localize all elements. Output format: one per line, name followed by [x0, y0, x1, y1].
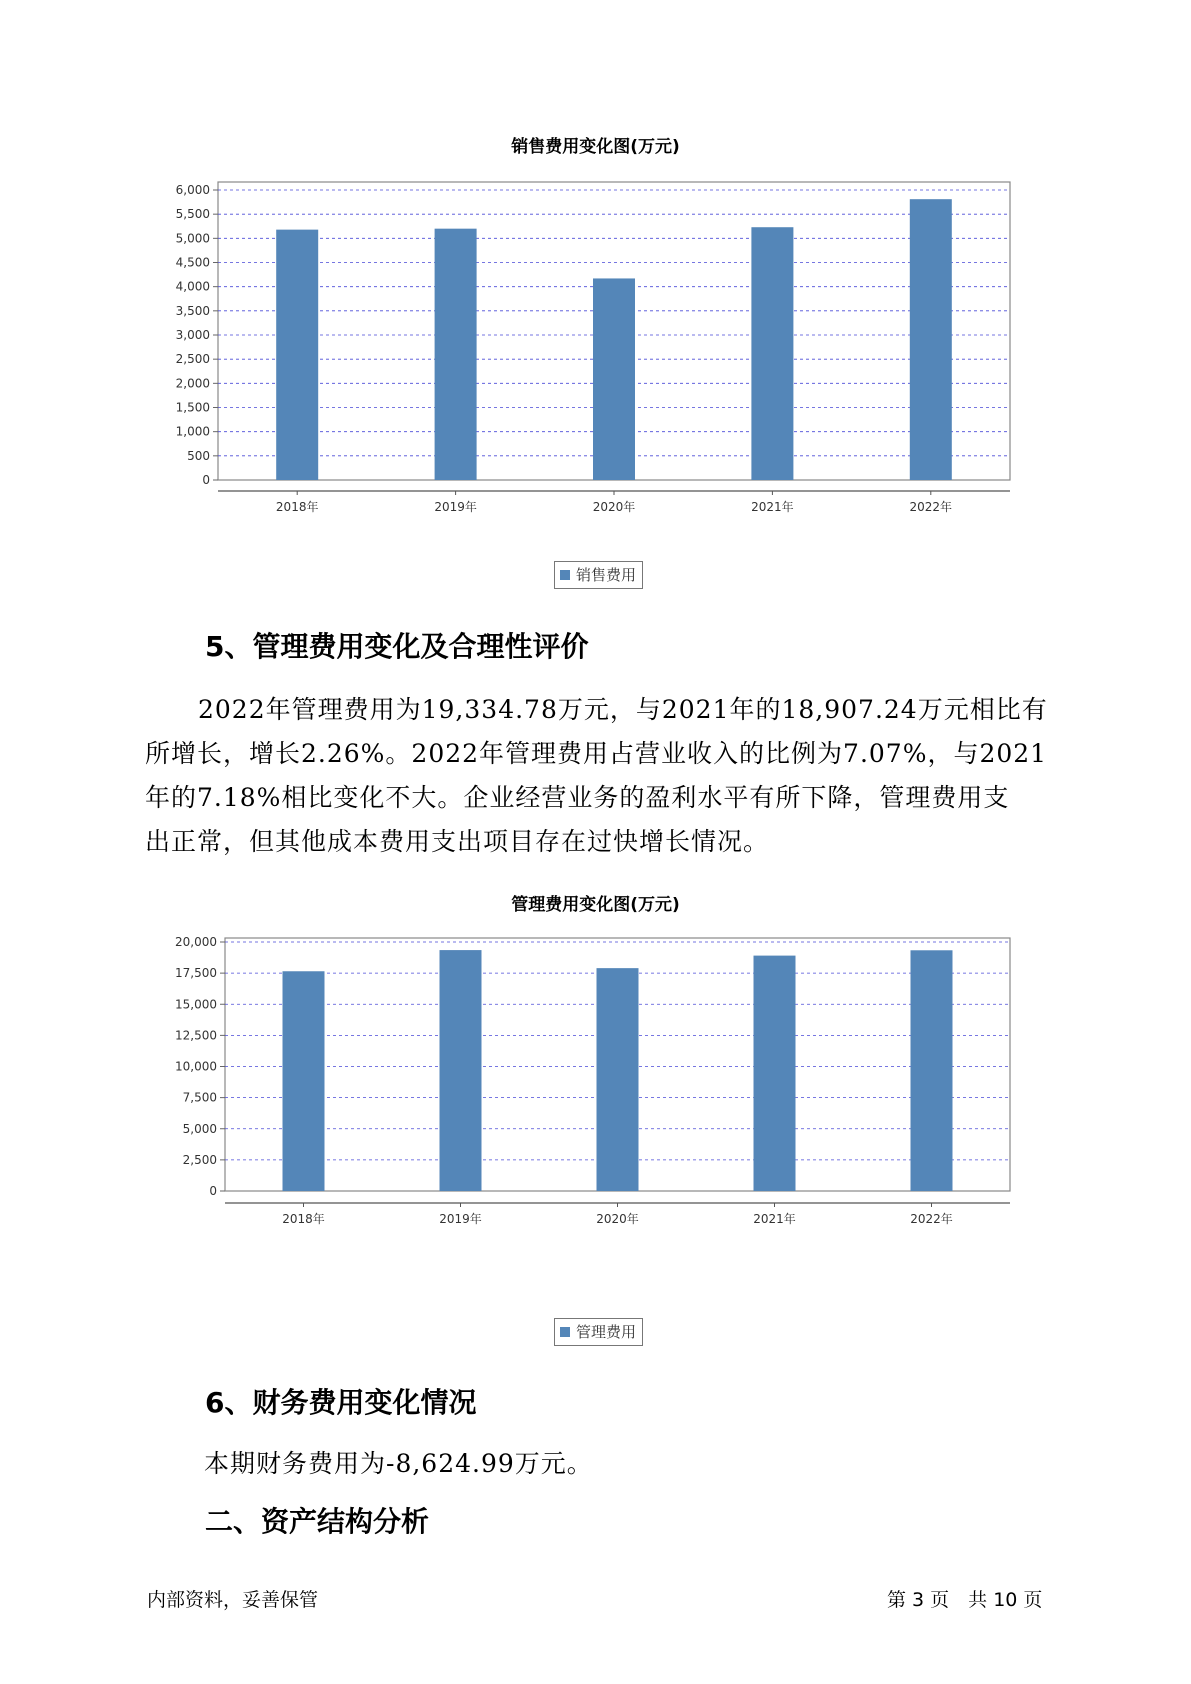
- y-tick-label: 6,000: [175, 183, 210, 197]
- x-tick-label: 2020年: [596, 1212, 639, 1226]
- y-tick-label: 20,000: [175, 935, 217, 949]
- y-tick-label: 4,000: [175, 279, 210, 294]
- x-tick-label: 2022年: [909, 500, 953, 514]
- chart-legend-sales: [554, 561, 643, 589]
- paragraph-line: 本期财务费用为-8,624.99万元。: [204, 1449, 593, 1478]
- paragraph-line: 2022年管理费用为19,334.78万元，与2021年的18,907.24万元相比有: [198, 695, 1048, 724]
- legend-label: 销售费用: [576, 566, 637, 584]
- section-5-paragraph: [145, 688, 1051, 864]
- bar-2019年: [435, 229, 477, 480]
- x-tick-label: 2020年: [592, 500, 636, 514]
- section-6-heading: 6、财务费用变化情况: [205, 1386, 477, 1419]
- bar-2021年: [751, 227, 793, 480]
- x-tick-label: 2019年: [439, 1212, 482, 1226]
- section-6-paragraph: [204, 1442, 1110, 1486]
- chart-legend-admin: [554, 1318, 643, 1346]
- y-tick-label: 0: [202, 473, 210, 487]
- legend-swatch: [560, 1327, 570, 1337]
- sales-expense-chart: [0, 165, 1191, 515]
- x-tick-label: 2022年: [910, 1212, 953, 1226]
- admin-expense-chart: [0, 925, 1191, 1275]
- y-tick-label: 1,500: [175, 400, 210, 415]
- y-tick-label: 5,000: [175, 231, 210, 246]
- y-tick-label: 3,500: [175, 303, 210, 318]
- y-tick-label: 17,500: [175, 966, 217, 981]
- bar-2020年: [593, 278, 635, 480]
- y-tick-label: 0: [209, 1184, 217, 1198]
- y-tick-label: 5,000: [182, 1121, 217, 1136]
- y-tick-label: 7,500: [182, 1090, 217, 1105]
- chart-title-admin: 管理费用变化图(万元): [511, 895, 680, 915]
- x-tick-label: 2018年: [282, 1212, 325, 1226]
- chart-title-sales: 销售费用变化图(万元): [511, 137, 680, 157]
- bar-2022年: [911, 950, 953, 1191]
- y-tick-label: 2,500: [175, 352, 210, 367]
- y-tick-label: 2,000: [175, 376, 210, 391]
- bar-2021年: [754, 956, 796, 1191]
- legend-label: 管理费用: [576, 1323, 637, 1341]
- x-tick-label: 2019年: [434, 500, 477, 514]
- x-tick-label: 2021年: [753, 1212, 796, 1226]
- bar-2018年: [276, 230, 318, 480]
- bar-2020年: [597, 968, 639, 1191]
- paragraph-line: 出正常，但其他成本费用支出项目存在过快增长情况。: [145, 827, 770, 856]
- x-tick-label: 2021年: [751, 500, 794, 514]
- y-tick-label: 1,000: [175, 424, 210, 439]
- section-two-heading: 二、资产结构分析: [205, 1505, 430, 1538]
- section-5-heading: 5、管理费用变化及合理性评价: [205, 630, 589, 663]
- paragraph-line: 所增长，增长2.26%。2022年管理费用占营业收入的比例为7.07%，与2021: [145, 739, 1048, 768]
- footer-confidential: 内部资料，妥善保管: [147, 1589, 319, 1611]
- y-tick-label: 2,500: [182, 1152, 217, 1167]
- y-tick-label: 10,000: [175, 1059, 217, 1074]
- footer-page-number: 第 3 页 共 10 页: [887, 1589, 1043, 1611]
- bar-2019年: [440, 950, 482, 1191]
- y-tick-label: 5,500: [175, 207, 210, 222]
- paragraph-line: 年的7.18%相比变化不大。企业经营业务的盈利水平有所下降，管理费用支: [145, 783, 1010, 812]
- bar-2022年: [910, 199, 952, 480]
- legend-swatch: [560, 570, 570, 580]
- y-tick-label: 4,500: [175, 255, 210, 270]
- y-tick-label: 3,000: [175, 328, 210, 342]
- y-tick-label: 15,000: [175, 997, 217, 1012]
- bar-2018年: [283, 971, 325, 1191]
- x-tick-label: 2018年: [275, 500, 319, 514]
- y-tick-label: 500: [187, 448, 210, 463]
- y-tick-label: 12,500: [175, 1028, 217, 1043]
